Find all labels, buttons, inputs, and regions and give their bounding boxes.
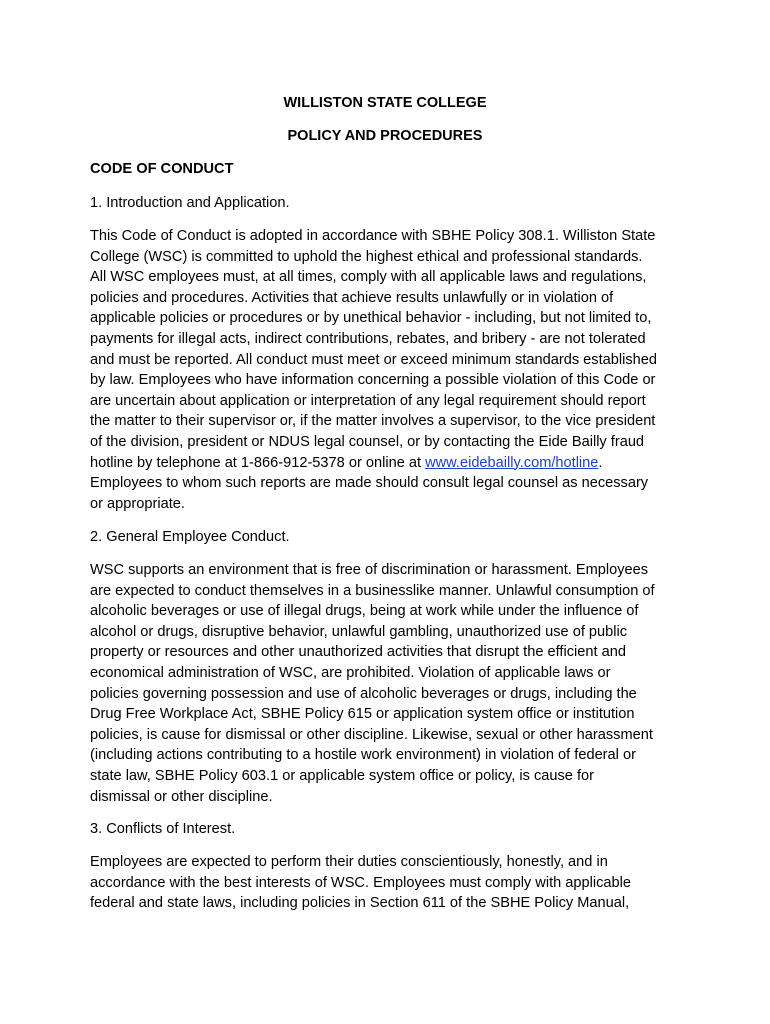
paragraph-line: economical administration of WSC, are prohibited. Violation of applicable laws or bbox=[90, 664, 611, 681]
paragraph-line: and must be reported. All conduct must meet or exceed minimum standards established bbox=[90, 351, 658, 368]
paragraph-line: Drug Free Workplace Act, SBHE Policy 615 or application system office or institution bbox=[90, 706, 635, 723]
section-title: CODE OF CONDUCT bbox=[90, 161, 234, 177]
heading-introduction: 1. Introduction and Application. bbox=[90, 195, 290, 211]
paragraph-line-hotline bbox=[90, 453, 690, 474]
paragraph-general-conduct bbox=[90, 560, 690, 807]
hotline-suffix: . bbox=[598, 454, 603, 471]
paragraph-line: federal and state laws, including policies in Section 611 of the SBHE Policy Manual, bbox=[90, 895, 630, 912]
heading-conflicts-of-interest: 3. Conflicts of Interest. bbox=[90, 821, 236, 837]
paragraph-conflicts-of-interest bbox=[90, 852, 690, 914]
paragraph-line: applicable policies or procedures or by unethical behavior - including, but not limited to, bbox=[90, 310, 652, 327]
paragraph-line: payments for illegal acts, indirect contributions, rebates, and bribery - are not tolerated bbox=[90, 330, 646, 347]
paragraph-line: of the division, president or NDUS legal counsel, or by contacting the Eide Bailly fraud bbox=[90, 433, 645, 450]
hotline-text: hotline by telephone at 1-866-912-5378 or online at bbox=[90, 454, 426, 471]
paragraph-line: by law. Employees who have information concerning a possible violation of this Code or bbox=[90, 372, 656, 389]
college-title: WILLISTON STATE COLLEGE bbox=[283, 95, 487, 111]
paragraph-line: policies and procedures. Activities that achieve results unlawfully or in violation of bbox=[90, 289, 614, 306]
paragraph-introduction bbox=[90, 226, 690, 514]
document-subtitle: POLICY AND PROCEDURES bbox=[287, 128, 483, 144]
paragraph-line: the matter to their supervisor or, if the matter involves a supervisor, to the vice president bbox=[90, 413, 656, 430]
paragraph-line: policies governing possession and use of alcoholic beverages or drugs, including the bbox=[90, 685, 637, 702]
paragraph-line: property or resources and other unauthorized activities that disrupt the efficient and bbox=[90, 644, 626, 661]
paragraph-line: Employees to whom such reports are made should consult legal counsel as necessary bbox=[90, 475, 649, 492]
paragraph-line: state law, SBHE Policy 603.1 or applicable system office or policy, is cause for bbox=[90, 767, 594, 784]
paragraph-line: WSC supports an environment that is free of discrimination or harassment. Employees bbox=[90, 562, 649, 578]
paragraph-line: This Code of Conduct is adopted in accordance with SBHE Policy 308.1. Williston State bbox=[90, 228, 656, 244]
paragraph-line: College (WSC) is committed to uphold the highest ethical and professional standards. bbox=[90, 248, 643, 265]
paragraph-line: (including actions contributing to a hostile work environment) in violation of federal or bbox=[90, 747, 636, 764]
paragraph-line: alcoholic beverages or use of illegal drugs, being at work while under the influence of bbox=[90, 603, 639, 620]
paragraph-line: accordance with the best interests of WSC. Employees must comply with applicable bbox=[90, 874, 632, 891]
paragraph-line: or appropriate. bbox=[90, 495, 185, 512]
paragraph-line: are expected to conduct themselves in a businesslike manner. Unlawful consumption of bbox=[90, 582, 655, 599]
paragraph-line: are uncertain about application or interpretation of any legal requirement should report bbox=[90, 392, 646, 409]
paragraph-line: policies, is cause for dismissal or other discipline. Likewise, sexual or other harassment bbox=[90, 726, 653, 743]
heading-general-conduct: 2. General Employee Conduct. bbox=[90, 529, 290, 545]
paragraph-line: dismissal or other discipline. bbox=[90, 788, 273, 805]
paragraph-line: alcohol or drugs, disruptive behavior, unlawful gambling, unauthorized use of public bbox=[90, 623, 628, 640]
eide-bailly-hotline-link[interactable]: www.eidebailly.com/hotline bbox=[425, 454, 599, 471]
paragraph-line: All WSC employees must, at all times, comply with all applicable laws and regulations, bbox=[90, 269, 647, 286]
paragraph-line: Employees are expected to perform their duties conscientiously, honestly, and in bbox=[90, 854, 608, 870]
